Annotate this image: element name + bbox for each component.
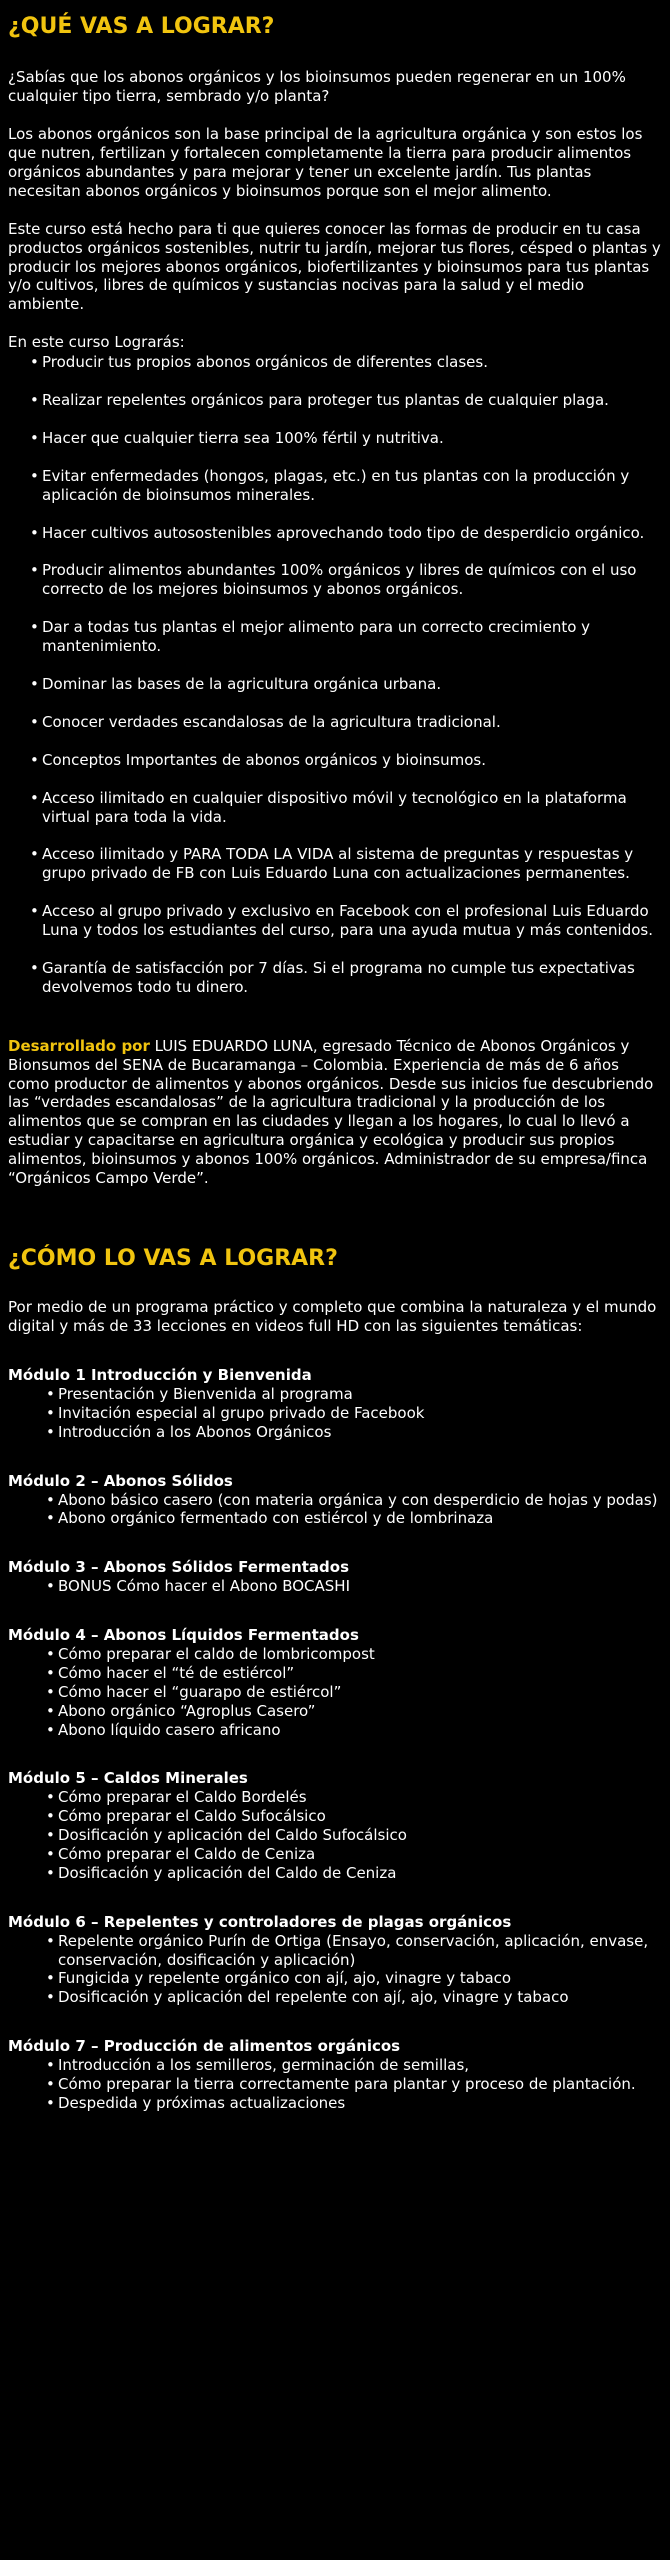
list-item: • Acceso al grupo privado y exclusivo en Facebook con el profesional Luis Eduardo Luna y todos los estudiantes del curso, para una ayuda mutua y más contenidos. [30,902,662,940]
module-item: • Cómo preparar el Caldo de Ceniza [46,1845,662,1864]
list-item: • Hacer cultivos autosostenibles aprovechando todo tipo de desperdicio orgánico. [30,524,662,543]
module-3 [8,1558,662,1596]
module-item: • Abono orgánico “Agroplus Casero” [46,1702,662,1721]
developer-bio [8,1037,662,1188]
achievements-list [8,353,662,997]
module-title: Módulo 1 Introducción y Bienvenida [8,1366,312,1385]
list-item: • Producir alimentos abundantes 100% orgánicos y libres de químicos con el uso correcto de los mejores bioinsumos y abonos orgánicos. [30,561,662,599]
module-item: • BONUS Cómo hacer el Abono BOCASHI [46,1577,662,1596]
module-item: • Dosificación y aplicación del repelente con ají, ajo, vinagre y tabaco [46,1988,662,2007]
developer-label: Desarrollado por [8,1036,150,1055]
module-items [8,1385,662,1442]
list-item: • Realizar repelentes orgánicos para proteger tus plantas de cualquier plaga. [30,391,662,410]
developer-text: LUIS EDUARDO LUNA, egresado Técnico de Abonos Orgánicos y Bionsumos del SENA de Bucaramanga – Colombia. Experiencia de más de 6 años como productor de alimentos y abonos orgánicos. Desde sus inicios fue descubriendo las “verdades escandalosas” de la agricultura tradicional y la producción de los alimentos que se compran en las ciudades y llegan a los hogares, lo cual lo llevó a estudiar y capacitarse en agricultura orgánica y ecológica y producir sus propios alimentos, bioinsumos y abonos 100% orgánicos. Administrador de su empresa/finca “Orgánicos Campo Verde”. [8,1036,654,1188]
module-item: • Fungicida y repelente orgánico con ají, ajo, vinagre y tabaco [46,1969,662,1988]
module-item: • Introducción a los semilleros, germinación de semillas, [46,2056,662,2075]
list-item: • Conocer verdades escandalosas de la agricultura tradicional. [30,713,662,732]
list-item: • Acceso ilimitado y PARA TODA LA VIDA al sistema de preguntas y respuestas y grupo privado de FB con Luis Eduardo Luna con actualizaciones permanentes. [30,845,662,883]
module-6 [8,1913,662,2007]
list-item: • Dominar las bases de la agricultura orgánica urbana. [30,675,662,694]
module-item: • Introducción a los Abonos Orgánicos [46,1423,662,1442]
list-item: • Hacer que cualquier tierra sea 100% fértil y nutritiva. [30,429,662,448]
list-intro: En este curso Lograrás: [8,333,185,352]
module-items [8,1645,662,1739]
list-item: • Garantía de satisfacción por 7 días. Si el programa no cumple tus expectativas devolvemos todo tu dinero. [30,959,662,997]
module-items [8,1788,662,1882]
module-5 [8,1769,662,1882]
module-title: Módulo 2 – Abonos Sólidos [8,1471,233,1490]
module-2 [8,1472,662,1529]
section-title: ¿CÓMO LO VAS A LOGRAR? [8,1245,338,1271]
paragraph: ¿Sabías que los abonos orgánicos y los bioinsumos pueden regenerar en un 100% cualquier tipo tierra, sembrado y/o planta? [8,68,626,106]
module-items [8,1577,662,1596]
module-item: • Cómo preparar el Caldo Bordelés [46,1788,662,1807]
module-item: • Cómo preparar la tierra correctamente para plantar y proceso de plantación. [46,2075,662,2094]
section-title: ¿QUÉ VAS A LOGRAR? [8,14,275,39]
module-item: • Despedida y próximas actualizaciones [46,2094,662,2113]
section-what-you-will-achieve [8,14,662,1188]
list-item: • Producir tus propios abonos orgánicos de diferentes clases. [30,353,662,372]
module-item: • Cómo preparar el Caldo Sufocálsico [46,1807,662,1826]
module-item: • Abono orgánico fermentado con estiércol y de lombrinaza [46,1509,662,1528]
module-4 [8,1626,662,1739]
list-item: • Acceso ilimitado en cualquier dispositivo móvil y tecnológico en la plataforma virtual para toda la vida. [30,789,662,827]
module-item: • Cómo hacer el “guarapo de estiércol” [46,1683,662,1702]
module-item: • Abono líquido casero africano [46,1721,662,1740]
list-item: • Conceptos Importantes de abonos orgánicos y bioinsumos. [30,751,662,770]
module-7 [8,2037,662,2113]
module-item: • Presentación y Bienvenida al programa [46,1385,662,1404]
module-title: Módulo 5 – Caldos Minerales [8,1769,248,1788]
paragraph: Este curso está hecho para ti que quieres conocer las formas de producir en tu casa productos orgánicos sostenibles, nutrir tu jardín, mejorar tus flores, césped o plantas y producir los mejores abonos orgánicos, biofertilizantes y bioinsumos para tus plantas y/o cultivos, libres de químicos y sustancias nocivas para la salud y el medio ambiente. [8,219,661,314]
module-item: • Repelente orgánico Purín de Ortiga (Ensayo, conservación, aplicación, envase, conservación, dosificación y aplicación) [46,1932,662,1970]
module-item: • Dosificación y aplicación del Caldo de Ceniza [46,1864,662,1883]
module-title: Módulo 7 – Producción de alimentos orgánicos [8,2037,401,2056]
module-title: Módulo 3 – Abonos Sólidos Fermentados [8,1558,350,1577]
module-item: • Cómo hacer el “té de estiércol” [46,1664,662,1683]
module-item: • Dosificación y aplicación del Caldo Sufocálsico [46,1826,662,1845]
section-lead: Por medio de un programa práctico y completo que combina la naturaleza y el mundo digital y más de 33 lecciones en videos full HD con las siguientes temáticas: [8,1298,657,1336]
module-items [8,1491,662,1529]
section-how-you-will-achieve [8,1246,662,2113]
list-item: • Dar a todas tus plantas el mejor alimento para un correcto crecimiento y mantenimiento. [30,618,662,656]
module-item: • Invitación especial al grupo privado de Facebook [46,1404,662,1423]
module-items [8,1932,662,2008]
list-item: • Evitar enfermedades (hongos, plagas, etc.) en tus plantas con la producción y aplicación de bioinsumos minerales. [30,467,662,505]
module-item: • Cómo preparar el caldo de lombricompost [46,1645,662,1664]
paragraph: Los abonos orgánicos son la base principal de la agricultura orgánica y son estos los que nutren, fertilizan y fortalecen completamente la tierra para producir alimentos orgánicos abundantes y para mejorar y tener un excelente jardín. Tus plantas necesitan abonos orgánicos y bioinsumos porque son el mejor alimento. [8,125,643,200]
module-title: Módulo 4 – Abonos Líquidos Fermentados [8,1626,359,1645]
module-item: • Abono básico casero (con materia orgánica y con desperdicio de hojas y podas) [46,1491,662,1510]
module-title: Módulo 6 – Repelentes y controladores de plagas orgánicos [8,1912,512,1931]
module-items [8,2056,662,2113]
module-1 [8,1366,662,1442]
